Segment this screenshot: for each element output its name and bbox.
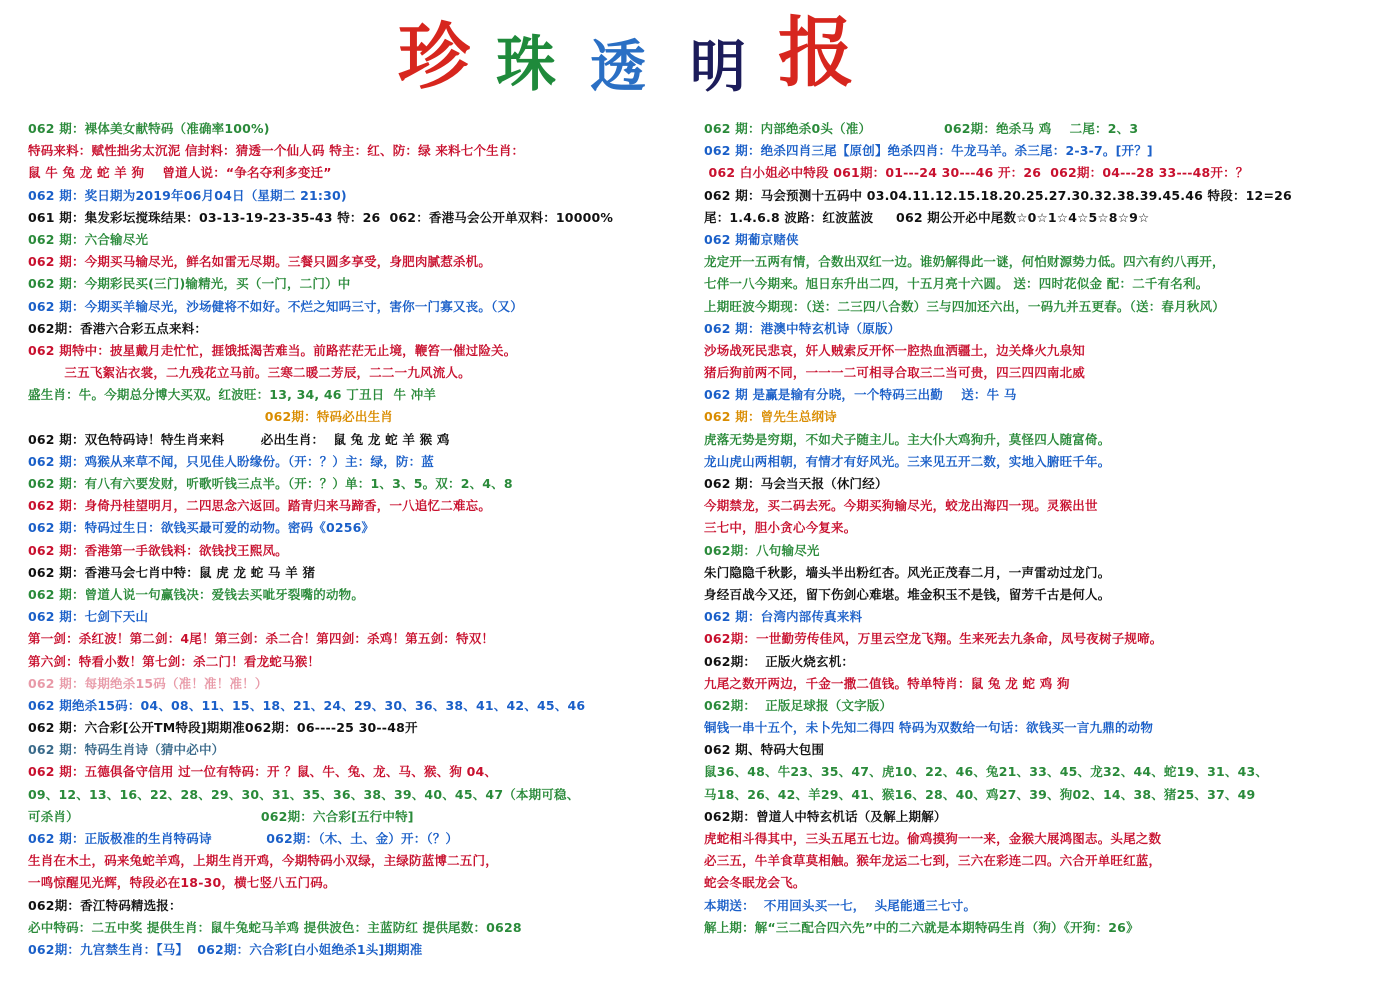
- text-line: [28, 695, 688, 717]
- text-segment: 062 期：七剑下天山: [28, 609, 149, 625]
- text-line: [28, 761, 688, 783]
- text-line: [704, 296, 1374, 318]
- text-line: [28, 495, 688, 517]
- title-char: 珠: [496, 30, 556, 100]
- text-segment: 解上期：解“三二配合四六先”中的二六就是本期特码生肖（狗）《开狗：26》: [704, 919, 1139, 935]
- right-column: [704, 118, 1374, 939]
- title-char: 珍: [398, 14, 471, 99]
- text-segment: 朱门隐隐千秋影，墙头半出粉红杏。风光正茂春二月，一声雷动过龙门。: [704, 564, 1111, 580]
- text-line: [28, 895, 688, 917]
- text-line: [704, 872, 1374, 894]
- text-segment: 鼠 牛 兔 龙 蛇 羊 狗 曾道人说：“争名夺利多变迁”: [28, 165, 332, 181]
- text-line: [704, 140, 1374, 162]
- text-line: [28, 784, 688, 806]
- text-segment: 062 期：港澳中特玄机诗（原版）: [704, 320, 901, 336]
- text-segment: 062 期：五德俱备守信用 过一位有特码：开 ？鼠、牛、兔、龙、马、猴、狗 04、: [28, 764, 498, 780]
- text-line: [704, 917, 1374, 939]
- text-line: [704, 895, 1374, 917]
- text-line: [704, 229, 1374, 251]
- text-segment: 鼠36、48、牛23、35、47、虎10、22、46、兔21、33、45、龙32、44、蛇19、31、43、: [704, 764, 1269, 780]
- text-line: [28, 872, 688, 894]
- text-segment: 062期：一世勤劳传佳风，万里云空龙飞翔。生来死去九条命，凤号夜树子规啼。: [704, 631, 1163, 647]
- text-line: [28, 584, 688, 606]
- text-line: [28, 273, 688, 295]
- text-segment: 09、12、13、16、22、28、29、30、31、35、36、38、39、40、45、47（本期可稳、: [28, 786, 580, 802]
- text-line: [704, 673, 1374, 695]
- text-segment: 062 期：今期彩民买(三门)输精光，买（一门，二门）中: [28, 276, 351, 292]
- text-line: [28, 162, 688, 184]
- text-segment: 062 期：每期绝杀15码（准！准！准！）: [28, 675, 268, 691]
- text-segment: 062 期：香港第一手欲钱料：欲钱找王熙凤。: [28, 542, 288, 558]
- text-segment: 062 期：奖日期为2019年06月04日（星期二 21:30): [28, 187, 347, 203]
- text-line: [704, 473, 1374, 495]
- text-segment: 上期旺波今期现：（送：二三四八合数）三与四加还六出，一码九并五更春。（送：春月秋风）: [704, 298, 1225, 314]
- text-line: [704, 118, 1374, 140]
- text-segment: 三七中，胆小贪心今复来。: [704, 520, 857, 536]
- text-line: [28, 828, 688, 850]
- masthead-title: [0, 8, 1392, 102]
- text-segment: 今期禁龙，买二码去死。今期买狗输尽光，蛟龙出海四一现。灵猴出世: [704, 498, 1098, 514]
- text-segment: 一鸣惊醒见光辉，特段必在18-30，横七竖八五门码。: [28, 875, 336, 891]
- text-line: [704, 207, 1374, 229]
- text-line: [28, 540, 688, 562]
- text-line: [28, 384, 688, 406]
- text-segment: 身经百战今又还，留下伤剑心难堪。堆金积玉不是钱，留芳千古是何人。: [704, 586, 1111, 602]
- text-line: [28, 140, 688, 162]
- text-line: [28, 229, 688, 251]
- text-segment: 062 期：双色特码诗！特生肖来料 必出生肖： 鼠 兔 龙 蛇 羊 猴 鸡: [28, 431, 450, 447]
- text-line: [704, 517, 1374, 539]
- text-line: [28, 850, 688, 872]
- left-column: [28, 118, 688, 961]
- text-line: [28, 429, 688, 451]
- text-line: [28, 318, 688, 340]
- text-segment: 龙定开一五两有情，合数出双红一边。谁奶解得此一谜，何怕财源势力低。四六有约八再开，: [704, 254, 1225, 270]
- text-segment: 062 期：特码生肖诗（猜中必中）: [28, 742, 225, 758]
- text-segment: 062 期：有八有六要发财，听歌听钱三点半。（开：？）单：1、3、5。双：2、4、8: [28, 476, 513, 491]
- text-line: [28, 451, 688, 473]
- text-segment: 062 期葡京赌侠: [704, 231, 799, 247]
- text-line: [28, 717, 688, 739]
- text-line: [28, 939, 688, 961]
- text-segment: 生肖在木土，码来兔蛇羊鸡，上期生肖开鸡，今期特码小双绿，主绿防蓝博二五门，: [28, 853, 498, 869]
- text-segment: 062 期：内部绝杀0头（准） 062期：绝杀马 鸡 二尾：2、3: [704, 121, 1139, 136]
- text-line: [28, 251, 688, 273]
- text-segment: 062 期 是赢是输有分晓，一个特码三出勤 送：牛 马: [704, 387, 1017, 403]
- text-segment: 特码来料：赋性拙劣太沉泥 信封料：猜透一个仙人码 特主：红、防：绿 来料七个生肖：: [28, 143, 525, 159]
- text-line: [28, 296, 688, 318]
- text-segment: 062期：香港六合彩五点来料：: [28, 320, 208, 336]
- text-segment: 062 期绝杀15码：04、08、11、15、18、21、24、29、30、36、38、41、42、45、46: [28, 697, 586, 713]
- text-segment: 九尾之数开两边，千金一撒二值钱。特单特肖：鼠 兔 龙 蛇 鸡 狗: [704, 675, 1070, 691]
- text-line: [704, 584, 1374, 606]
- text-segment: 可杀肖） 062期：六合彩[五行中特]: [28, 808, 414, 824]
- text-segment: 猪后狗前两不同，一一一二可相寻合取三二当可贵，四三四四南北威: [704, 365, 1086, 381]
- text-line: [28, 806, 688, 828]
- text-line: [704, 162, 1374, 184]
- text-line: [28, 340, 688, 362]
- text-segment: 蛇会冬眠龙会飞。: [704, 875, 806, 891]
- text-line: [28, 739, 688, 761]
- text-segment: 062 期特中：披星戴月走忙忙，捱饿抵渴苦难当。前路茫茫无止境，鞭笞一催过险关。: [28, 342, 517, 358]
- text-line: [28, 628, 688, 650]
- text-line: [704, 251, 1374, 273]
- text-line: [704, 828, 1374, 850]
- text-segment: 第一剑：杀红波！第二剑：4尾！第三剑：杀二合！第四剑：杀鸡！第五剑：特双！: [28, 631, 495, 647]
- text-segment: 062 期：台湾内部传真来料: [704, 609, 863, 625]
- text-segment: 虎蛇相斗得其中，三头五尾五七边。偷鸡摸狗一一来，金猴大展鸿图志。头尾之数: [704, 831, 1162, 846]
- text-segment: 062 期：马会当天报（休门经）: [704, 476, 888, 491]
- text-line: [28, 917, 688, 939]
- text-line: [704, 273, 1374, 295]
- text-segment: 062 期：裸体美女献特码（准确率100%): [28, 121, 270, 136]
- text-segment: 062期：九宫禁生肖：【马】 062期：六合彩[白小姐绝杀1头]期期准: [28, 941, 423, 957]
- text-line: [704, 651, 1374, 673]
- text-segment: 062 期：今期买马输尽光，鲜名如雷无尽期。三餐只圆多享受，身肥肉腻惹杀机。: [28, 254, 492, 270]
- text-segment: 062 期：马会预测十五码中 03.04.11.12.15.18.20.25.27.30.32.38.39.45.46 特段：12=26: [704, 187, 1292, 203]
- text-line: [28, 406, 688, 428]
- text-segment: 必中特码：二五中奖 提供生肖：鼠牛兔蛇马羊鸡 提供波色：主蓝防红 提供尾数：0628: [28, 919, 522, 935]
- text-line: [704, 406, 1374, 428]
- text-line: [704, 318, 1374, 340]
- text-line: [704, 429, 1374, 451]
- text-segment: 062 期、特码大包围: [704, 742, 825, 758]
- text-segment: 062期：曾道人中特玄机话（及解上期解）: [704, 808, 947, 824]
- text-segment: 061 期：集发彩坛搅珠结果：03-13-19-23-35-43 特：26 062：香港马会公开单双料：10000%: [28, 209, 614, 225]
- text-line: [704, 717, 1374, 739]
- text-segment: 铜钱一串十五个，未卜先知二得四 特码为双数给一句话：欲钱买一言九鼎的动物: [704, 720, 1154, 736]
- text-line: [704, 362, 1374, 384]
- text-segment: 虎落无势是穷期，不如犬子随主儿。主大仆大鸡狗升，莫怪四人随富倚。: [704, 431, 1111, 447]
- text-line: [704, 340, 1374, 362]
- text-segment: 三五飞絮沾衣裳，二九残花立马前。三寒二暖二芳辰，二二一九风流人。: [28, 365, 471, 381]
- text-line: [28, 118, 688, 140]
- text-line: [28, 673, 688, 695]
- text-line: [704, 784, 1374, 806]
- text-segment: 062 期：香港马会七肖中特：鼠 虎 龙 蛇 马 羊 猪: [28, 564, 316, 580]
- text-segment: 盛生肖：牛。今期总分博大买双。红波旺：13, 34, 46 丁丑日 牛 冲羊: [28, 387, 437, 403]
- text-segment: 尾：1.4.6.8 波路：红波蓝波 062 期公开必中尾数☆0☆1☆4☆5☆8☆9☆: [704, 209, 1150, 225]
- text-line: [28, 651, 688, 673]
- text-line: [704, 739, 1374, 761]
- text-line: [704, 495, 1374, 517]
- text-line: [704, 850, 1374, 872]
- text-segment: 062 期：正版极准的生肖特码诗 062期：（木、土、金）开：（？）: [28, 831, 459, 846]
- text-line: [704, 606, 1374, 628]
- text-line: [704, 540, 1374, 562]
- title-char: 透: [590, 34, 646, 100]
- text-line: [28, 473, 688, 495]
- text-line: [28, 606, 688, 628]
- text-segment: 062 期：六合输尽光: [28, 231, 149, 247]
- text-segment: 必三五，牛羊食草莫相触。猴年龙运二七到，三六在彩连二四。六合开单旺红蓝，: [704, 853, 1162, 869]
- text-line: [28, 362, 688, 384]
- text-segment: 062 期：今期买羊输尽光，沙场健将不如好。不烂之知吗三寸，害你一门寡又丧。（又）: [28, 298, 523, 314]
- text-line: [704, 761, 1374, 783]
- text-line: [704, 628, 1374, 650]
- title-char: 明: [690, 34, 746, 100]
- text-line: [704, 384, 1374, 406]
- text-segment: 沙场战死民悲哀，奸人贼索反开怀一腔热血洒疆土，边关烽火九泉知: [704, 342, 1086, 358]
- text-segment: 062 期：六合彩[公开TM特段]期期准062期：06----25 30--48开: [28, 720, 418, 736]
- text-segment: 062 期：曾道人说一句赢钱决：爱钱去买呲牙裂嘴的动物。: [28, 586, 365, 602]
- text-segment: 062 期：绝杀四肖三尾【原创】绝杀四肖：牛龙马羊。杀三尾：2-3-7。[开？]: [704, 143, 1153, 159]
- text-line: [28, 517, 688, 539]
- text-segment: 062期： 正版足球报（文字版）: [704, 697, 893, 713]
- text-line: [28, 185, 688, 207]
- text-segment: 062期： 正版火烧玄机：: [704, 653, 855, 669]
- text-segment: 062 白小姐必中特段 061期：01---24 30---46 开：26 062期：04---28 33---48开：？: [704, 165, 1249, 181]
- text-segment: 062期：香江特码精选报：: [28, 897, 182, 913]
- text-line: [28, 562, 688, 584]
- text-segment: 本期送： 不用回头买一七， 头尾能通三七寸。: [704, 897, 977, 913]
- text-line: [28, 207, 688, 229]
- text-segment: 马18、26、42、羊29、41、猴16、28、40、鸡27、39、狗02、14、38、猪25、37、49: [704, 786, 1256, 802]
- text-segment: 七伴一八今期来。旭日东升出二四，十五月亮十六圆。 送：四时花似金 配：二千有名利。: [704, 276, 1209, 292]
- text-segment: 062期：八句输尽光: [704, 542, 820, 558]
- text-line: [704, 185, 1374, 207]
- text-segment: 062期：特码必出生肖: [28, 409, 393, 425]
- text-segment: 062 期：曾先生总纲诗: [704, 409, 837, 425]
- text-line: [704, 451, 1374, 473]
- text-segment: 第六剑：特看小数！第七剑：杀二门！看龙蛇马猴！: [28, 653, 321, 669]
- text-line: [704, 695, 1374, 717]
- title-char: 报: [778, 8, 854, 97]
- text-segment: 龙山虎山两相朝，有情才有好风光。三来见五开二数，实地入腑旺千年。: [704, 453, 1111, 469]
- text-line: [704, 562, 1374, 584]
- text-segment: 062 期：鸡猴从来草不闻，只见佳人盼缘份。（开：？）主：绿，防：蓝: [28, 453, 434, 469]
- text-segment: 062 期：身倚丹桂望明月，二四思念六返回。踏青归来马蹄香，一八追忆二难忘。: [28, 498, 492, 514]
- text-line: [704, 806, 1374, 828]
- text-segment: 062 期：特码过生日：欲钱买最可爱的动物。密码《0256》: [28, 520, 375, 536]
